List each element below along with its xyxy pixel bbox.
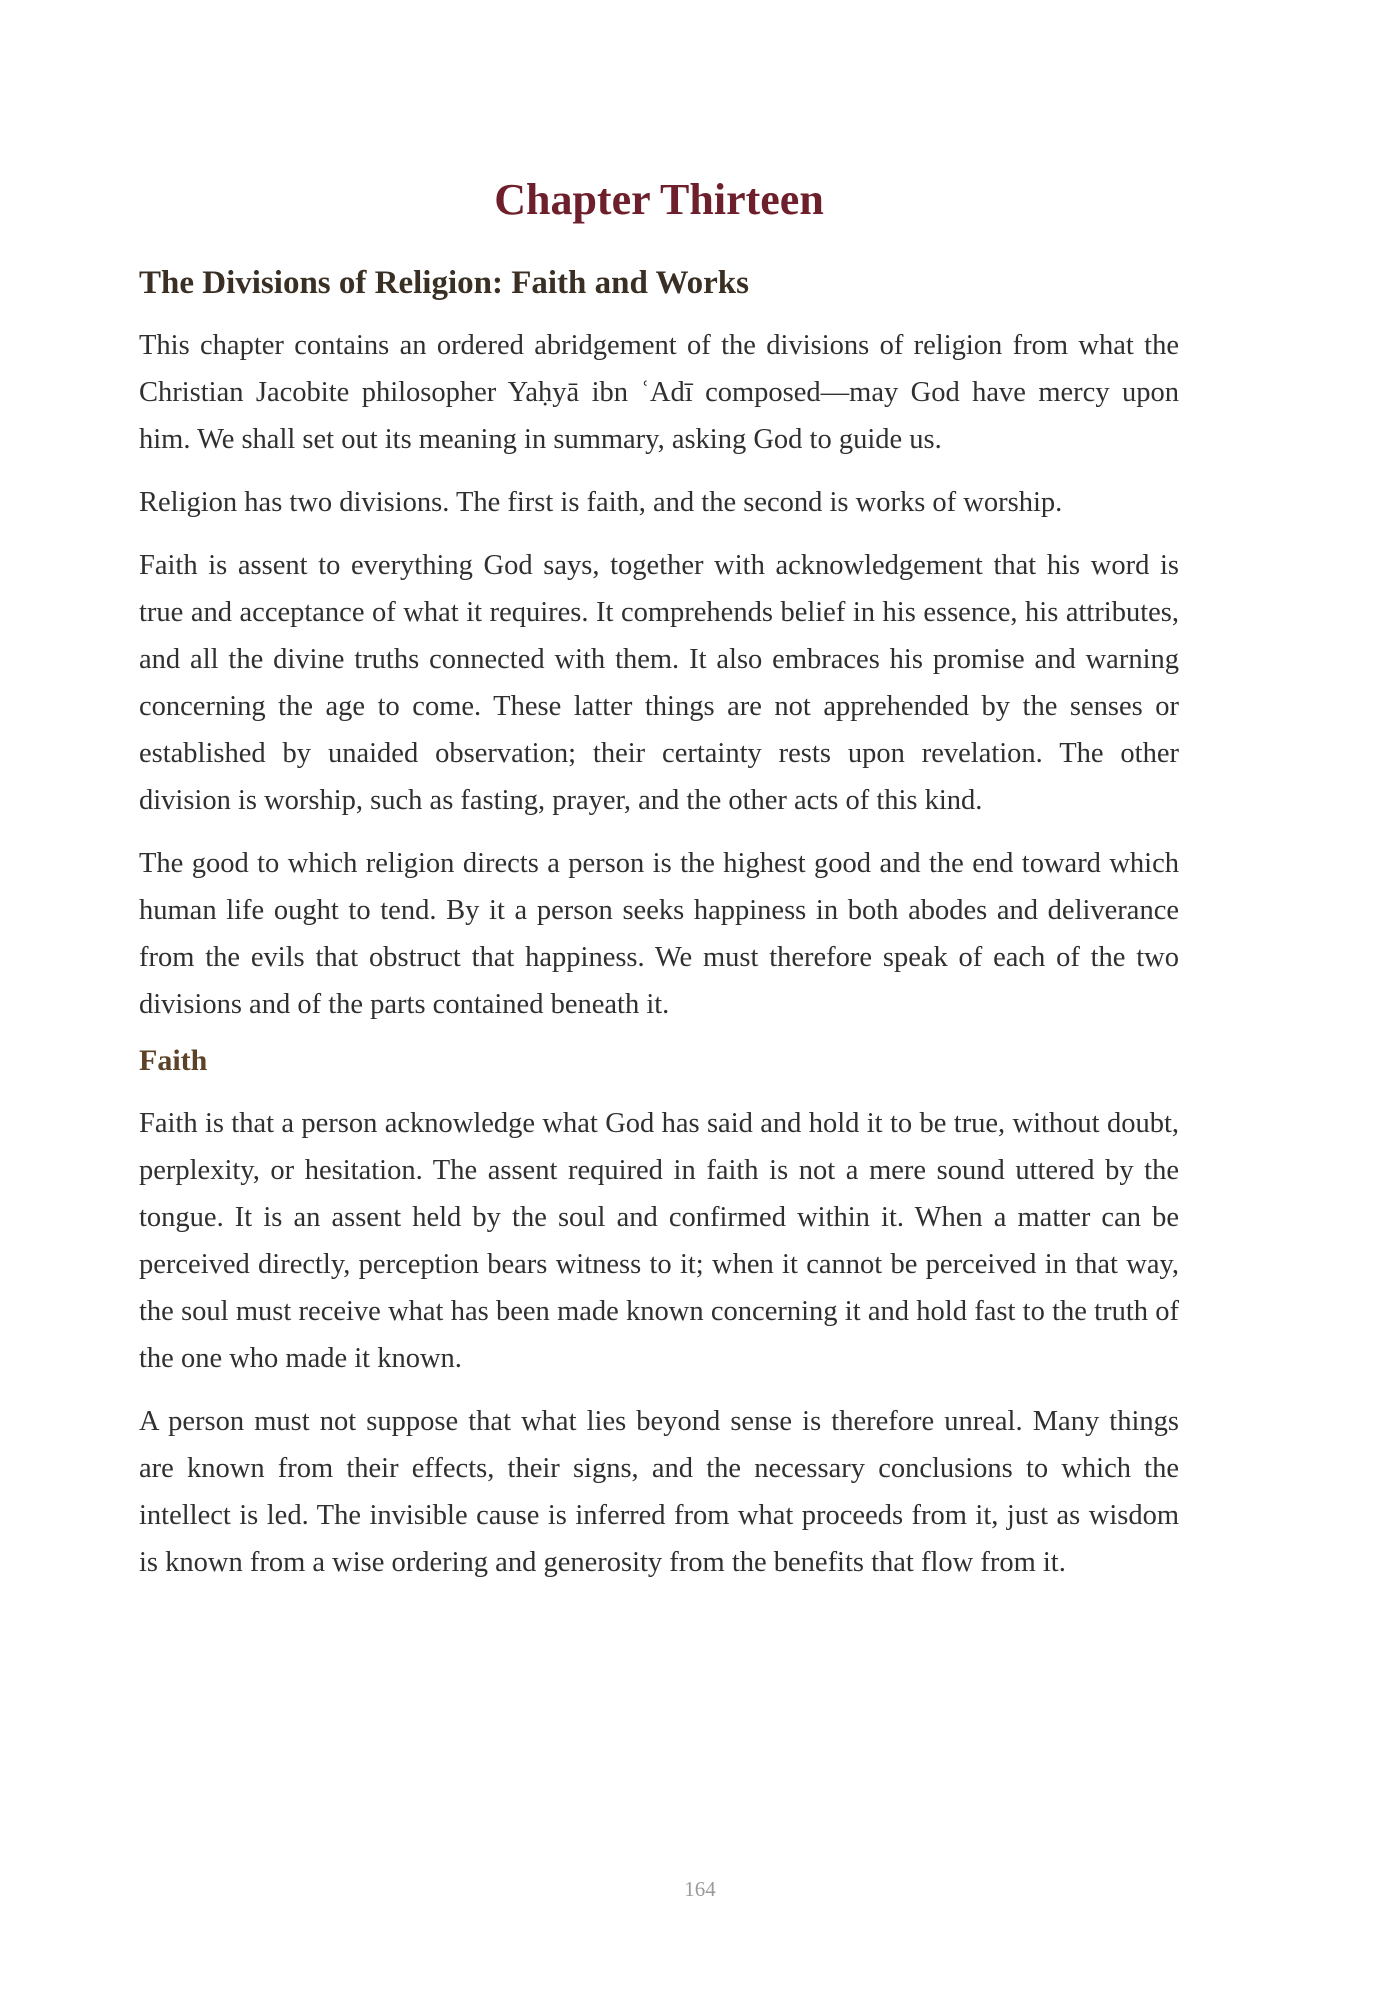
paragraph: This chapter contains an ordered abridgement of the divisions of religion from what the Christian Jacobite philosopher Yaḥyā ibn ʿAdī composed—may God have mercy upon him. We shall set out its meaning in summary, asking God to guide us. xyxy=(139,330,1179,455)
section-heading: The Divisions of Religion: Faith and Works xyxy=(139,265,750,301)
paragraph: Religion has two divisions. The first is faith, and the second is works of worship. xyxy=(139,487,1063,518)
paragraph: Faith is that a person acknowledge what God has said and hold it to be true, without doubt, perplexity, or hesitation. The assent required in faith is not a mere sound uttered by the tongue. It is an assent held by the soul and confirmed within it. When a matter can be perceived directly, perception bears witness to it; when it cannot be perceived in that way, the soul must receive what has been made known concerning it and hold fast to the truth of the one who made it known. xyxy=(139,1108,1179,1374)
page-number: 164 xyxy=(684,1877,716,1901)
paragraph: The good to which religion directs a person is the highest good and the end toward which human life ought to tend. By it a person seeks happiness in both abodes and deliverance from the evils that obstruct that happiness. We must therefore speak of each of the two divisions and of the parts contained beneath it. xyxy=(139,848,1179,1020)
chapter-title: Chapter Thirteen xyxy=(494,175,824,224)
page-body xyxy=(139,168,1179,1586)
paragraph: Faith is assent to everything God says, together with acknowledgement that his word is true and acceptance of what it requires. It comprehends belief in his essence, his attributes, and all the divine truths connected with them. It also embraces his promise and warning concerning the age to come. These latter things are not apprehended by the senses or established by unaided observation; their certainty rests upon revelation. The other division is worship, such as fasting, prayer, and the other acts of this kind. xyxy=(139,550,1179,816)
subheading-faith: Faith xyxy=(139,1044,208,1077)
paragraph: A person must not suppose that what lies beyond sense is therefore unreal. Many things are known from their effects, their signs, and the necessary conclusions to which the intellect is led. The invisible cause is inferred from what proceeds from it, just as wisdom is known from a wise ordering and generosity from the benefits that flow from it. xyxy=(139,1406,1179,1578)
